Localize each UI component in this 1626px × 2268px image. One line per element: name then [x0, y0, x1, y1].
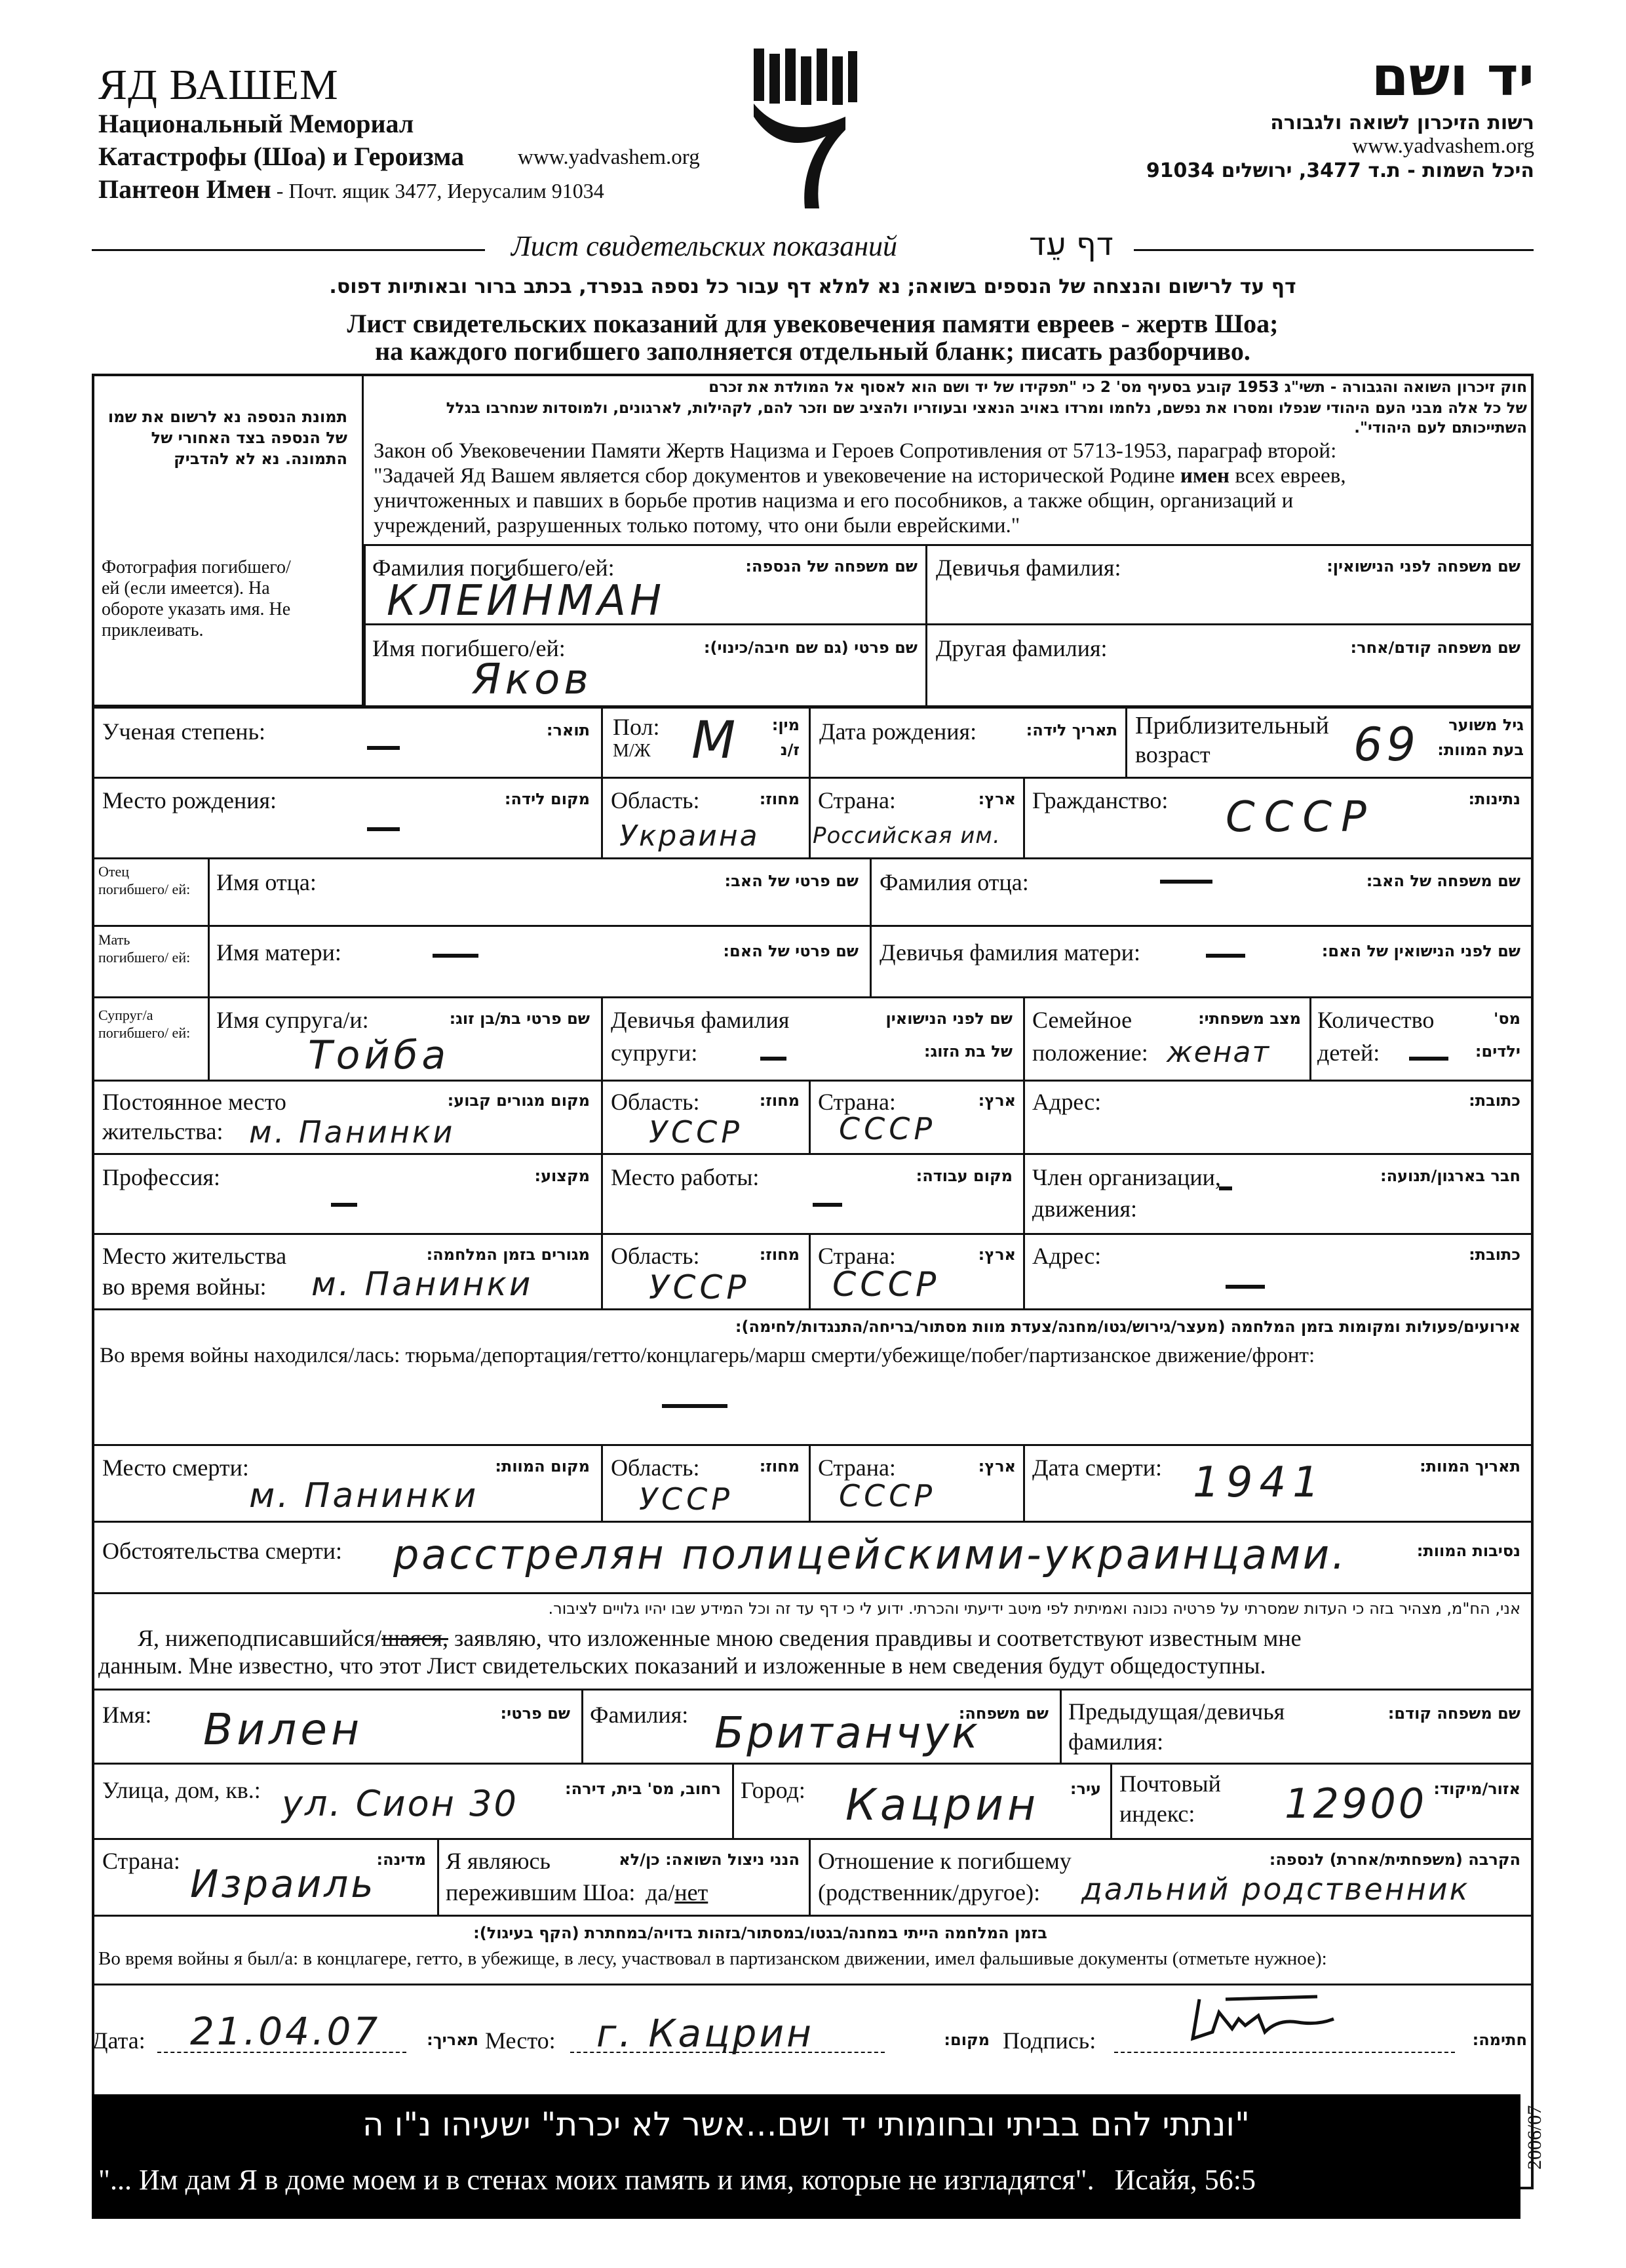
birth-region-value[interactable]: Украина — [619, 819, 760, 853]
age-label-he1: גיל משוער — [1448, 716, 1524, 734]
submitter-name-value[interactable]: Вилен — [203, 1704, 364, 1755]
org-line3 — [98, 174, 604, 205]
footer-quote-ru — [98, 2163, 1256, 2197]
side-code: 2006/07 — [1524, 2105, 1545, 2170]
declaration-ru1 — [138, 1624, 1302, 1652]
death-place-value[interactable]: м. Панинки — [249, 1476, 479, 1515]
children-label-he1: מס' — [1493, 1009, 1520, 1028]
submitter-country-label: Страна: — [102, 1848, 180, 1874]
website-right: www.yadvashem.org — [1352, 134, 1534, 158]
date-label: Дата: — [92, 2027, 145, 2054]
org-line3-name: Пантеон Имен — [98, 174, 271, 204]
workplace-label-he: מקום עבודה: — [916, 1167, 1013, 1185]
law-ru4: учреждений, разрушенных только потому, что они были еврейскими." — [374, 514, 1020, 538]
form-title-he: דף עֵד — [1029, 226, 1113, 263]
victim-maiden-label: Девичья фамилия: — [936, 555, 1121, 581]
victim-other-label: Другая фамилия: — [936, 635, 1108, 661]
sign-underline — [1114, 2052, 1455, 2053]
victim-first-value[interactable]: Яков — [472, 655, 592, 704]
instructions-ru1: Лист свидетельских показаний для увековечения памяти евреев - жертв Шоа; — [347, 309, 1279, 338]
sex-label-he: מין: — [771, 716, 800, 734]
birth-region-label: Область: — [611, 787, 700, 813]
age-label2: возраст — [1135, 741, 1210, 768]
date-label-he: תאריך: — [427, 2031, 478, 2049]
submitter-name-label: Имя: — [102, 1702, 152, 1728]
law-he1: חוק זיכרון השואה והגבורה - תשי"ג 1953 קובע בסעיף מס' 2 כי "תפקידו של יד ושם הוא לאסוף אל המולדת את זכרם — [708, 379, 1527, 396]
sex-sub: М/Ж — [613, 741, 651, 761]
place-value[interactable]: г. Кацрин — [596, 2011, 814, 2056]
wartime-events-value[interactable] — [662, 1404, 727, 1408]
family-status-label1: Семейное — [1032, 1007, 1132, 1033]
spouse-maiden-label2: супруги: — [611, 1040, 698, 1066]
father-surname-value[interactable] — [1160, 880, 1212, 884]
law-he3: השתייכותם לעם היהודי". — [1354, 420, 1527, 437]
org-line1: Национальный Мемориал — [98, 109, 414, 138]
mother-name-label-he: שם פרטי של האם: — [723, 942, 859, 960]
org-line3-address: - Почт. ящик 3477, Иерусалим 91034 — [271, 179, 604, 203]
wartime-country-label: Страна: — [818, 1243, 896, 1269]
submitter-prev-label1: Предыдущая/девичья — [1068, 1698, 1285, 1725]
declaration-he: אני, הח"מ, מצהיר בזה כי העדות שמסרתי על פרטיה נכונה ואמיתית לפי מיטב ידיעתי והכרתי. ידוע לי כי דף עד זה וכל המידע שבו יהיו גלויים לציבור. — [548, 1599, 1520, 1618]
wartime-place-label2: во время войны: — [102, 1274, 267, 1300]
perm-address-label-he: כתובת: — [1469, 1091, 1520, 1110]
member-label2: движения: — [1032, 1196, 1138, 1222]
law-ru1: Закон об Увековечении Памяти Жертв Нацизма и Героев Сопротивления от 5713-1953, параграф второй: — [374, 439, 1337, 463]
wartime-address-value[interactable] — [1226, 1285, 1265, 1289]
submitter-prev-label-he: שם משפחה קודם: — [1387, 1704, 1520, 1723]
death-circ-value[interactable]: расстрелян полицейскими-украинцами. — [393, 1531, 1347, 1578]
perm-country-label: Страна: — [818, 1089, 896, 1115]
law-ru2 — [374, 464, 1346, 488]
profession-label: Профессия: — [102, 1164, 220, 1190]
victim-first-label-he: שם פרטי (גם שם חיבה/כינוי): — [703, 638, 918, 657]
sex-sub-he: ז/נ — [780, 741, 800, 759]
relation-value[interactable]: дальний родственник — [1081, 1871, 1470, 1907]
wartime-region-label: Область: — [611, 1243, 700, 1269]
degree-label-he: תואר: — [546, 721, 590, 739]
declaration-ru1-struck: шаяся, — [381, 1625, 448, 1651]
death-country-label: Страна: — [818, 1455, 896, 1481]
citizenship-label: Гражданство: — [1032, 787, 1169, 813]
victim-surname-label-he: שם משפחה של הנספה: — [745, 557, 918, 576]
zip-label2: индекс: — [1119, 1801, 1195, 1827]
submitter-wartime-ru: Во время войны я был/а: в концлагере, гетто, в убежище, в лесу, участвовал в партизанском движении, имел фальшивые документы (отметьте нужное): — [98, 1948, 1327, 1969]
wartime-region-label-he: מחוז: — [759, 1245, 800, 1264]
form-title-ru: Лист свидетельских показаний — [511, 230, 898, 262]
sex-value[interactable]: М — [691, 711, 740, 770]
spouse-maiden-label-he2: של בת הזוג: — [923, 1042, 1013, 1061]
footer-quote-he: "ונתתי להם בביתי ובחומותי יד ושם...אשר לא יכרת" ישעיהו נ"ו ה — [362, 2105, 1250, 2143]
wartime-address-label: Адрес: — [1032, 1243, 1102, 1269]
law-ru3: уничтоженных и павших в борьбе против нацизма и его пособников, а также общин, организаций и — [374, 489, 1294, 513]
age-label1: Приблизительный — [1135, 712, 1329, 739]
degree-label: Ученая степень: — [102, 718, 265, 745]
footer-quote-ru-text: "... Им дам Я в доме моем и в стенах моих память и имя, которые не изгладятся". — [98, 2164, 1094, 2196]
street-label: Улица, дом, кв.: — [102, 1777, 261, 1803]
perm-region-value[interactable]: УССР — [649, 1114, 744, 1150]
signature-scribble[interactable] — [1186, 1993, 1337, 2052]
profession-label-he: מקצוע: — [534, 1167, 590, 1185]
birthplace-value[interactable] — [367, 827, 400, 831]
date-value[interactable]: 21.04.07 — [190, 2009, 381, 2054]
relation-label2: (родственник/другое): — [818, 1879, 1041, 1906]
sex-label: Пол: — [613, 714, 660, 740]
member-value[interactable] — [1219, 1186, 1232, 1190]
footer-quote-ref: Исайя, 56:5 — [1114, 2164, 1256, 2196]
survivor-label2: пережившим Шоа: — [446, 1879, 636, 1906]
children-label1: Количество — [1317, 1007, 1435, 1033]
survivor-label1: Я являюсь — [446, 1848, 551, 1874]
survivor-option-no[interactable]: нет — [674, 1879, 708, 1906]
website-left: www.yadvashem.org — [518, 146, 700, 169]
law-ru2-c: всех евреев, — [1229, 464, 1346, 488]
children-label-he2: ילדים: — [1475, 1042, 1520, 1061]
death-date-value[interactable]: 1941 — [1193, 1458, 1326, 1507]
degree-value[interactable] — [367, 746, 400, 750]
birthdate-label: Дата рождения: — [819, 718, 977, 745]
death-circ-label-he: נסיבות המוות: — [1416, 1542, 1520, 1560]
zip-label1: Почтовый — [1119, 1770, 1221, 1797]
birthplace-label-he: מקום לידה: — [504, 790, 590, 808]
father-name-label-he: שם פרטי של האב: — [724, 872, 859, 890]
place-label-he: מקום: — [944, 2031, 990, 2049]
law-he2: של כל אלה מבני העם היהודי שנפלו ומסרו את נפשם, נלחמו ומרדו באויב הנאצי ובעוזריו ולהציב שם וזכר להם, לקהילות, לארגונים, ולמוסדות שנחרבו בגלל — [446, 400, 1527, 417]
law-ru2-a: "Задачей Яд Вашем является сбор документов и увековечение на исторической Родине — [374, 464, 1180, 488]
sign-label-he: חתימה: — [1472, 2031, 1527, 2049]
profession-value[interactable] — [331, 1203, 357, 1207]
victim-first-label: Имя погибшего/ей: — [372, 635, 566, 661]
age-label-he2: בעת המוות: — [1437, 741, 1524, 759]
birth-region-label-he: מחוז: — [759, 790, 800, 808]
death-country-label-he: ארץ: — [978, 1457, 1016, 1476]
mother-side-label: Мать погибшего/ ей: — [98, 931, 191, 966]
member-label-he: חבר בארגון/תנועה: — [1380, 1167, 1520, 1185]
family-status-label-he: מצב משפחתי: — [1198, 1009, 1301, 1028]
he-line3: היכל השמות - ת.ד 3477, ירושלים 91034 — [1146, 159, 1534, 182]
wartime-country-value[interactable]: СССР — [832, 1265, 940, 1304]
mother-name-value[interactable] — [433, 954, 478, 958]
yad-vashem-logo — [747, 45, 865, 215]
mother-maiden-label-he: שם לפני הנישואין של האם: — [1321, 942, 1520, 960]
declaration-ru2: данным. Мне известно, что этот Лист свидетельских показаний и изложенные в нем сведения будут общедоступны. — [98, 1652, 1266, 1679]
perm-country-value[interactable]: СССР — [839, 1111, 937, 1146]
org-title-ru: ЯД ВАШЕМ — [98, 61, 339, 109]
survivor-option-yes[interactable]: да/ — [646, 1879, 675, 1906]
mother-maiden-value[interactable] — [1206, 954, 1245, 958]
citizenship-label-he: נתינות: — [1468, 790, 1520, 808]
submitter-name-label-he: שם פרטי: — [500, 1704, 570, 1723]
father-name-label: Имя отца: — [216, 869, 317, 895]
city-label: Город: — [741, 1777, 805, 1803]
death-place-label: Место смерти: — [102, 1455, 249, 1481]
city-label-he: עיר: — [1070, 1780, 1101, 1798]
title-rule-right — [1134, 249, 1534, 251]
title-he: יד ושם — [1371, 46, 1534, 108]
wartime-place-label1: Место жительства — [102, 1243, 287, 1269]
death-region-value[interactable]: УССР — [639, 1481, 734, 1517]
birth-country-label-he: ארץ: — [978, 790, 1016, 808]
he-line1: רשות הזיכרון לשואה ולגבורה — [1270, 111, 1534, 134]
declaration-ru1-c: заявляю, что изложенные мною сведения правдивы и соответствуют известным мне — [448, 1625, 1302, 1651]
workplace-label: Место работы: — [611, 1164, 760, 1190]
perm-label1: Постоянное место — [102, 1089, 286, 1115]
title-rule-left — [92, 249, 485, 251]
place-label: Место: — [485, 2027, 556, 2054]
street-value[interactable]: ул. Сион 30 — [282, 1783, 518, 1824]
spouse-maiden-label-he1: שם לפני הנישואין — [885, 1009, 1013, 1028]
family-status-value[interactable]: женат — [1167, 1036, 1271, 1069]
mother-name-label: Имя матери: — [216, 939, 341, 966]
submitter-surname-value[interactable]: Британчук — [714, 1708, 981, 1758]
instructions-he: דף עד לרישום והנצחה של הנספים בשואה; נא למלא דף עבור כל נספה בנפרד, בכתב ברור ובאותיות דפוס. — [329, 275, 1296, 298]
perm-country-label-he: ארץ: — [978, 1091, 1016, 1110]
law-ru2-b: имен — [1180, 464, 1230, 488]
death-date-label-he: תאריך המוות: — [1420, 1457, 1520, 1476]
family-status-label2: положение: — [1032, 1040, 1148, 1066]
spouse-maiden-value[interactable] — [760, 1057, 786, 1061]
sign-label: Подпись: — [1003, 2027, 1096, 2054]
death-place-label-he: מקום המוות: — [495, 1457, 590, 1476]
submitter-wartime-he: בזמן המלחמה הייתי במחנה/בגטו/במסתור/בזהות בדויה/במחתרת (הקף בעיגול): — [473, 1924, 1047, 1942]
submitter-surname-label-he: שם משפחה: — [958, 1704, 1049, 1723]
wartime-place-label-he: מגורים בזמן המלחמה: — [426, 1245, 590, 1264]
wartime-country-label-he: ארץ: — [978, 1245, 1016, 1264]
perm-value[interactable]: м. Панинки — [249, 1114, 455, 1150]
submitter-surname-label: Фамилия: — [590, 1702, 689, 1728]
zip-label-he: אזור/מיקוד: — [1433, 1780, 1520, 1798]
submitter-country-value[interactable]: Израиль — [190, 1862, 376, 1906]
perm-region-label: Область: — [611, 1089, 700, 1115]
photo-box-ru: Фотография погибшего/ей (если имеется). На обороте указать имя. Не приклеивать. — [102, 557, 291, 640]
children-label2: детей: — [1317, 1040, 1380, 1066]
victim-maiden-label-he: שם משפחה לפני הנישואין: — [1326, 557, 1520, 576]
victim-other-label-he: שם משפחה קודם/אחר: — [1350, 638, 1520, 657]
death-country-value[interactable]: СССР — [839, 1478, 937, 1514]
declaration-ru1-a: Я, нижеподписавшийся/ — [138, 1625, 382, 1651]
father-surname-label-he: שם משפחה של האב: — [1366, 872, 1520, 890]
death-region-label-he: מחוז: — [759, 1457, 800, 1476]
wartime-events-he: אירועים/פעולות ומקומות בזמן המלחמה (מעצר/גירוש/גטו/מחנה/צעדת מוות מסתור/בריחה/התנגדות/לחימה): — [735, 1318, 1520, 1336]
wartime-place-value[interactable]: м. Панинки — [311, 1265, 533, 1303]
survivor-label-he: הנני ניצול השואה: כן/לא — [619, 1850, 800, 1869]
spouse-name-label-he: שם פרטי בת/בן זוג: — [449, 1009, 590, 1028]
spouse-side-label: Супруг/а погибшего/ ей: — [98, 1007, 191, 1041]
submitter-prev-label2: фамилия: — [1068, 1729, 1164, 1755]
zip-value[interactable]: 12900 — [1285, 1780, 1427, 1828]
spouse-maiden-label1: Девичья фамилия — [611, 1007, 790, 1033]
wartime-address-label-he: כתובת: — [1469, 1245, 1520, 1264]
age-value[interactable]: 69 — [1353, 718, 1420, 772]
perm-region-label-he: מחוז: — [759, 1091, 800, 1110]
father-side-label: Отец погибшего/ ей: — [98, 863, 191, 897]
perm-label2: жительства: — [102, 1118, 223, 1144]
death-circ-label: Обстоятельства смерти: — [102, 1538, 342, 1564]
mother-maiden-label: Девичья фамилия матери: — [880, 939, 1141, 966]
victim-surname-label: Фамилия погибшего/ей: — [372, 555, 615, 581]
death-date-label: Дата смерти: — [1032, 1455, 1163, 1481]
father-surname-label: Фамилия отца: — [880, 869, 1029, 895]
relation-label1: Отношение к погибшему — [818, 1848, 1072, 1874]
victim-surname-value[interactable]: КЛЕЙНМАН — [387, 577, 666, 625]
member-label1: Член организации, — [1032, 1164, 1221, 1190]
spouse-name-label: Имя супруга/и: — [216, 1007, 369, 1033]
instructions-ru2: на каждого погибшего заполняется отдельный бланк; писать разборчиво. — [375, 336, 1250, 366]
children-value[interactable] — [1409, 1057, 1448, 1061]
relation-label-he: הקרבה (משפחתית/אחרת) לנספה: — [1269, 1850, 1520, 1869]
birth-country-label: Страна: — [818, 787, 896, 813]
perm-address-label: Адрес: — [1032, 1089, 1102, 1115]
death-region-label: Область: — [611, 1455, 700, 1481]
survivor-options[interactable] — [646, 1879, 708, 1906]
birthdate-label-he: תאריך לידה: — [1026, 721, 1117, 739]
perm-label-he: מקום מגורים קבוע: — [447, 1091, 590, 1110]
wartime-region-value[interactable]: УССР — [649, 1268, 750, 1306]
citizenship-value[interactable]: СССР — [1226, 793, 1376, 842]
photo-box-he: תמונת הנספה נא לרשום את שמו של הנספה בצד האחורי של התמונה. נא לא להדביק — [107, 408, 347, 468]
street-label-he: רחוב, מס' בית, דירה: — [565, 1780, 721, 1798]
city-value[interactable]: Кацрин — [845, 1780, 1040, 1830]
workplace-value[interactable] — [813, 1203, 842, 1207]
submitter-country-label-he: מדינה: — [376, 1850, 426, 1869]
org-line2: Катастрофы (Шоа) и Героизма — [98, 142, 465, 171]
spouse-name-value[interactable]: Тойба — [308, 1032, 450, 1078]
wartime-events-ru: Во время войны находился/лась: тюрьма/депортация/гетто/концлагерь/марш смерти/убежище/побег/партизанское движение/фронт: — [100, 1344, 1315, 1367]
birthplace-label: Место рождения: — [102, 787, 277, 813]
birth-country-value[interactable]: Российская им. — [813, 823, 1001, 849]
